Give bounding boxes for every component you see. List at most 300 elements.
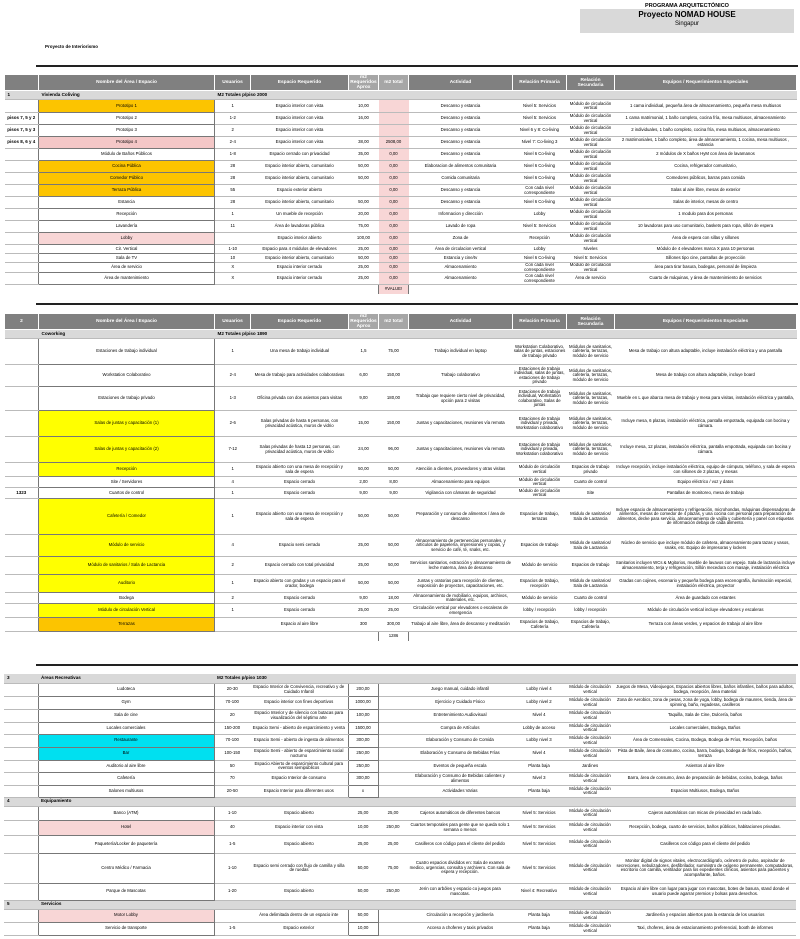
cell-nombre: Área de mantenimiento xyxy=(39,273,215,285)
col-espacio: Espacio Requerido xyxy=(251,75,349,91)
cell-equipos: Incluye mesa, 12 plazas, instalación eléctrica, pantalla empotrada, equipada con bocina y cámara. xyxy=(615,437,797,463)
cell-espacio: Espacio interior con fines deportivos xyxy=(250,696,348,709)
cell-rel-secundaria: Módulo de sanitarios/ Sala de Lactancia xyxy=(567,575,615,593)
cell-espacio: Espacio cerrado xyxy=(251,593,349,604)
cell-actividad: Almacenamiento de pertenencias personales, y artículos de papelería, impresiones y copias, y servicio de café, té, snaks, etc. xyxy=(409,535,513,557)
cell-actividad: Circulación vertical por elevadores o escaleras de emergencia xyxy=(409,604,513,618)
cell-rel-secundaria: Espacios de trabajo, Cafetería xyxy=(567,618,615,632)
cell-rel-secundaria: Módulo de circulación vertical xyxy=(566,883,614,900)
cell-m2: 9,00 xyxy=(349,593,379,604)
col-m2: m2 Requeridos Aprox xyxy=(350,75,377,91)
cell-m2: 50,00 xyxy=(349,161,379,173)
cell-usuarios: 2 xyxy=(215,593,251,604)
section-header: Coworking M2 Totales p/piso 1890 xyxy=(5,330,797,339)
cell-nombre: Salones multiusos xyxy=(38,785,214,797)
cell-rel-secundaria: Módulo de circulación vertical xyxy=(566,696,614,709)
cell-espacio: Espacio Interior de consumo xyxy=(250,772,348,785)
cell-rel-secundaria: Módulo de circulación vertical xyxy=(567,137,615,149)
cell-equipos: Comedores públicos, barras para comida xyxy=(615,173,797,185)
col-rel-secundaria: Relación Secundaria xyxy=(567,75,615,91)
cell-nombre: Cafetería / Comedor xyxy=(39,499,215,535)
cell-nombre: Estaciones de trabajo privado xyxy=(39,387,215,411)
cell-espacio: Espacio cerrado con privacidad xyxy=(251,149,349,161)
cell-m2: 300,00 xyxy=(348,734,378,747)
cell-m2-total: 9,00 xyxy=(379,488,409,499)
cell-m2: 10,00 xyxy=(348,922,378,935)
table-row xyxy=(4,806,796,820)
cell-espacio: Espacio interior cerrado xyxy=(251,263,349,273)
cell-m2: 25,00 xyxy=(349,557,379,575)
cell-m2-total xyxy=(378,734,408,747)
cell-equipos: 1 modulo para dos personas xyxy=(615,209,797,221)
cell-m2-total: 75,00 xyxy=(379,339,409,365)
cell-m2: 250,00 xyxy=(348,747,378,760)
cell-nombre: Prototipo 3 xyxy=(39,125,215,137)
cell-rel-primaria: Estaciones de trabajo individual y privada, Workstation colaborativo xyxy=(513,411,567,437)
cell-rel-secundaria: Niveles xyxy=(567,245,615,254)
cell-usuarios: 1 xyxy=(215,575,251,593)
cell-rel-secundaria: Módulo de circulación vertical xyxy=(566,835,614,853)
cell-rel-primaria: Nivel 4 xyxy=(512,709,566,722)
cell-usuarios: 70-100 xyxy=(214,696,250,709)
cell-rel-secundaria: Site xyxy=(567,488,615,499)
cell-rel-secundaria: Módulo de circulación vertical xyxy=(567,100,615,113)
cell-m2: 10,00 xyxy=(348,820,378,835)
cell-rel-primaria: lobby / recepción xyxy=(513,604,567,618)
cell-m2: 25,00 xyxy=(349,245,379,254)
cell-rel-secundaria: Módulo de circulación vertical xyxy=(567,221,615,233)
cell-m2: 50,00 xyxy=(348,883,378,900)
cell-usuarios: 1-3 xyxy=(215,387,251,411)
cell-espacio: Espacio interior abierto, comunitario xyxy=(251,197,349,209)
section-header: 3 Áreas Recreativas M2 Totales p/piso 1030 xyxy=(4,674,796,683)
cell-rel-secundaria: Área de servicio xyxy=(567,273,615,285)
cell-actividad: Juntas y capacitaciones, reuniones vía remota xyxy=(409,437,513,463)
cell-m2-total: 50,00 xyxy=(379,463,409,477)
cell-equipos: Equipo eléctrico / voz y datos xyxy=(615,477,797,488)
cell-rel-primaria: Lobby de acceso xyxy=(512,722,566,734)
cell-espacio: Espacio interior cerrado xyxy=(251,273,349,285)
cell-espacio: Espacio interior abierto, comunitario xyxy=(251,161,349,173)
cell-actividad: Jerin con arbóles y espacio co juegos para mascotas. xyxy=(408,883,512,900)
cell-equipos: Sillones tipo cine, pantallas de proyección xyxy=(615,254,797,263)
cell-m2-total xyxy=(378,683,408,696)
cell-m2: x xyxy=(348,785,378,797)
side-label: pisos 8, 6 y 4 xyxy=(5,137,39,149)
cell-nombre: Recepción xyxy=(39,463,215,477)
cell-nombre: Estancia xyxy=(39,197,215,209)
side-label: 1323 xyxy=(5,488,39,499)
cell-nombre: Prototipo 4 xyxy=(39,137,215,149)
cell-m2: 50,00 xyxy=(348,909,378,922)
cell-rel-primaria: Nivel 6 Co-living xyxy=(513,197,567,209)
cell-equipos: Recepción, bodega, cuarto de servicios, baños públicos, habitaciones privadas. xyxy=(614,820,796,835)
cell-rel-primaria: Lobby nivel 2 xyxy=(512,696,566,709)
cell-m2: 300 xyxy=(349,618,379,632)
cell-m2: 50,00 xyxy=(349,173,379,185)
cell-actividad: Informacion y dirección xyxy=(409,209,513,221)
cell-equipos: Cocina, refrigerador comunitario, xyxy=(615,161,797,173)
cell-rel-primaria: Nivel 4: Recreativo xyxy=(512,883,566,900)
cell-rel-secundaria: Módulos de sanitarios, cafetería, terrazas, módulo de servicio xyxy=(567,387,615,411)
cell-equipos: Incluye espacio de almacenamiento y refrigeración, microhondas, máquinas dispensadoras de alimentos, mesas de comedor de 4 plazas, y una cocina con personal para preparación de alimentos, decke para servicio, almacenamiento de vajilla y cubiertería y panel con etiquetas de información debajo de cada alimento. xyxy=(615,499,797,535)
table-row xyxy=(4,883,796,900)
divider xyxy=(36,303,798,305)
cell-actividad: Descanso y estancia xyxy=(409,100,513,113)
cell-rel-secundaria: Espacios de trabajo privado xyxy=(567,463,615,477)
cell-m2-total xyxy=(378,922,408,935)
cell-nombre: Cir. Vertical xyxy=(39,245,215,254)
cell-nombre: Sala de cine xyxy=(38,709,214,722)
section-table-coworking xyxy=(4,313,797,641)
cell-nombre: Lobby xyxy=(39,233,215,245)
cell-nombre: Prototipo 2 xyxy=(39,113,215,125)
cell-usuarios: 1 xyxy=(215,339,251,365)
cell-equipos: Terraza con áreas verdes, y espacios de trabajo al aire libre xyxy=(615,618,797,632)
cell-rel-secundaria: Módulo de circulación vertical xyxy=(567,185,615,197)
cell-equipos: Jardinería y espacios abiertos para la estancia de los usuarios xyxy=(614,909,796,922)
cell-nombre: Paquetería/Locker de paquetería xyxy=(38,835,214,853)
cell-espacio: Espacio abierto con una mesa de recepción y sala de espera xyxy=(251,463,349,477)
table-row xyxy=(4,683,796,696)
cell-usuarios: 20-30 xyxy=(214,683,250,696)
cell-actividad: Almacenamiento xyxy=(409,263,513,273)
cell-usuarios xyxy=(215,233,251,245)
cell-m2: 25,00 xyxy=(349,604,379,618)
cell-m2-total: 25,00 xyxy=(378,806,408,820)
cell-espacio: Mesa de trabajo para actividades colaborativas xyxy=(251,365,349,387)
cell-espacio: Una mesa de trabajo individual xyxy=(251,339,349,365)
cell-usuarios: 1-10 xyxy=(214,853,250,883)
cell-rel-secundaria: Módulo de circulación vertical xyxy=(566,747,614,760)
table-row xyxy=(5,499,797,535)
cell-m2-total: 300,00 xyxy=(379,618,409,632)
cell-m2: 250,00 xyxy=(348,760,378,772)
cell-equipos: Taxi, choferes, área de estacionamiento preferencial, booth de informes xyxy=(614,922,796,935)
cell-m2: 9,00 xyxy=(349,488,379,499)
divider xyxy=(36,664,798,666)
cell-m2: 50,00 xyxy=(348,853,378,883)
cell-rel-primaria: Módulo de servicio xyxy=(513,557,567,575)
cell-m2: 25,00 xyxy=(348,835,378,853)
table-row xyxy=(5,137,797,149)
cell-nombre: Estaciones de trabajo individual xyxy=(39,339,215,365)
section-header: 4 Equipamiento xyxy=(4,797,796,806)
cell-usuarios: 11 xyxy=(215,221,251,233)
cell-m2-total: 50,00 xyxy=(379,575,409,593)
interior-project-label: Proyecto de Interiorismo xyxy=(45,44,99,49)
cell-rel-primaria: Nivel 7: Co-living 3 xyxy=(513,137,567,149)
cell-rel-secundaria: lobby / recepción xyxy=(567,604,615,618)
cell-espacio: Espacio interior abierto, comunitario xyxy=(251,173,349,185)
cell-actividad: Preparación y consumo de alimentos / área de descanso xyxy=(409,499,513,535)
cell-nombre: Área de servicio xyxy=(39,263,215,273)
cell-nombre: Prototipo 1 xyxy=(39,100,215,113)
cell-m2-total: 2508,00 xyxy=(379,137,409,149)
cell-usuarios: 2-4 xyxy=(215,137,251,149)
cell-nombre: Terrazas xyxy=(39,618,215,632)
table-row xyxy=(5,113,797,125)
cell-rel-primaria: Nivel 5: Servicios xyxy=(512,853,566,883)
cell-rel-primaria: Módulo de circulación vertical xyxy=(513,463,567,477)
section-table-vivienda xyxy=(4,74,797,294)
cell-usuarios: 4 xyxy=(215,535,251,557)
cell-equipos: Pantallas de monitoreo, mesa de trabajo xyxy=(615,488,797,499)
cell-actividad: Ejercicio y Cuidado Físico xyxy=(408,696,512,709)
cell-usuarios: X xyxy=(215,273,251,285)
cell-rel-primaria: Estaciones de trabajo individual y privada, Workstation colaborativo xyxy=(513,437,567,463)
cell-m2-total xyxy=(378,696,408,709)
cell-actividad: Atención a clientes, proveedores y otras visitas xyxy=(409,463,513,477)
table-row xyxy=(4,772,796,785)
cell-actividad: Eventos de pequeña escala xyxy=(408,760,512,772)
cell-rel-secundaria: Módulo de circulación vertical xyxy=(566,909,614,922)
cell-m2: 1500,00 xyxy=(348,722,378,734)
cell-actividad: Elaboración y Consumo de Bebidas Frías xyxy=(408,747,512,760)
col-rel-primaria: Relación Primaria xyxy=(513,75,567,91)
cell-rel-secundaria: Módulo de sanitarios/ Sala de Lactancia xyxy=(567,499,615,535)
cell-m2 xyxy=(349,185,379,197)
cell-m2: 50,00 xyxy=(349,197,379,209)
table-row xyxy=(5,477,797,488)
cell-espacio: Espacio cerrado xyxy=(251,488,349,499)
cell-equipos: Espacio al aire libre con lugar para jugar con mascotas, botes de basura, stand donde el usuario puede agarrar premios y bolsas para desechos. xyxy=(614,883,796,900)
cell-usuarios: 1 xyxy=(215,463,251,477)
cell-nombre: Motor Lobby xyxy=(38,909,214,922)
cell-rel-primaria: Espacios de trabajo, recepción xyxy=(513,575,567,593)
table-row xyxy=(5,161,797,173)
table-row xyxy=(5,221,797,233)
cell-rel-primaria: Lobby nivel 4 xyxy=(512,683,566,696)
cell-usuarios: 20-50 xyxy=(214,785,250,797)
cell-rel-primaria: Lobby xyxy=(513,245,567,254)
cell-espacio: Espacio semi cerrado xyxy=(251,535,349,557)
cell-nombre: Recepción xyxy=(39,209,215,221)
cell-usuarios: 7-12 xyxy=(215,437,251,463)
cell-espacio: Espacio cerrado xyxy=(251,477,349,488)
cell-espacio: Salas privadas de hasta 12 personas, con privacidad acústica, muros de vidrio xyxy=(251,437,349,463)
cell-usuarios: 28 xyxy=(215,197,251,209)
col-equipos: Equipos / Requerimientos Especiales xyxy=(615,75,797,91)
col-actividad: Actividad xyxy=(409,75,513,91)
cell-rel-primaria: Espacios de trabajo, terrazas xyxy=(513,499,567,535)
cell-espacio: Espacio abierto con gradas y un espacio para el orador, bodega xyxy=(251,575,349,593)
cell-espacio: Espacio Semi - abierto de esparcimiento y venta xyxy=(250,722,348,734)
table-row xyxy=(5,273,797,285)
cell-m2: 16,00 xyxy=(349,113,379,125)
table-row xyxy=(5,463,797,477)
cell-espacio: Salas privadas de hasta 6 personas, con privacidad acústica, muros de vidrio xyxy=(251,411,349,437)
cell-nombre: Lavandería xyxy=(39,221,215,233)
cell-espacio: Espacio al aire libre xyxy=(251,618,349,632)
cell-equipos: Pista de Baile, área de consumo, cocina, barra, bodega, bodega de fríos, recepción, baños, terraza xyxy=(614,747,796,760)
cell-rel-primaria: Recepción xyxy=(513,233,567,245)
cell-m2-total xyxy=(378,772,408,785)
table-row xyxy=(5,575,797,593)
cell-rel-primaria: Con cada nivel correspondiente xyxy=(513,263,567,273)
cell-espacio: Espacio interior abierto xyxy=(251,233,349,245)
cell-nombre: Terraza Pública xyxy=(39,185,215,197)
table-row xyxy=(5,339,797,365)
table-row xyxy=(5,100,797,113)
cell-usuarios: 1-5 xyxy=(214,922,250,935)
cell-m2: 25,00 xyxy=(349,263,379,273)
cell-rel-primaria: Nivel 6 Co-living xyxy=(513,254,567,263)
cell-equipos: Barra, área de consumo, área de preparación de bebidas, cocina, bodega, baños xyxy=(614,772,796,785)
total-row xyxy=(5,632,797,641)
cell-espacio: Espacio cerrado xyxy=(251,604,349,618)
program-label: PROGRAMA ARQUITECTÓNICO xyxy=(645,3,729,9)
cell-rel-primaria: Con cada nivel correspondiente xyxy=(513,185,567,197)
cell-nombre: Comedor Público xyxy=(39,173,215,185)
cell-rel-primaria: Con cada nivel correspondiente xyxy=(513,273,567,285)
cell-m2-total xyxy=(378,785,408,797)
cell-nombre: Servicio de transporte xyxy=(38,922,214,935)
cell-equipos: 2 matrimoniales, 1 baño completo, área de almacenamiento, 1 cocina, mesa multiusos , estancia xyxy=(615,137,797,149)
cell-nombre: Cuartos de control xyxy=(39,488,215,499)
cell-nombre: Bar xyxy=(38,747,214,760)
cell-rel-primaria: Módulo de circulación vertical xyxy=(513,477,567,488)
cell-rel-secundaria: Módulo de circulación vertical xyxy=(567,209,615,221)
cell-espacio: Espacio cerrado con total privacidad xyxy=(251,557,349,575)
cell-nombre: Gym xyxy=(38,696,214,709)
cell-rel-secundaria: Módulo de circulación vertical xyxy=(566,734,614,747)
cell-usuarios: 4 xyxy=(215,477,251,488)
cell-usuarios: 28 xyxy=(215,173,251,185)
cell-m2-total: 0,00 xyxy=(379,254,409,263)
cell-m2: 6,00 xyxy=(349,365,379,387)
total-row xyxy=(5,285,797,294)
cell-m2-total: 0,00 xyxy=(379,263,409,273)
cell-espacio: Espacio Semi - abierto de esparcimiento social nocturno xyxy=(250,747,348,760)
table-row xyxy=(4,696,796,709)
table-row xyxy=(4,835,796,853)
cell-rel-secundaria: Módulo de circulación vertical xyxy=(567,125,615,137)
cell-m2-total: 8,00 xyxy=(379,477,409,488)
cell-equipos: Salas de interior, mesas de centro xyxy=(615,197,797,209)
cell-nombre: Auditorio al aire libre xyxy=(38,760,214,772)
cell-rel-primaria: Módulo de servicio xyxy=(513,593,567,604)
table-row xyxy=(4,709,796,722)
col-usuarios: Usuarios xyxy=(215,75,251,91)
table-row xyxy=(5,604,797,618)
cell-rel-secundaria: Módulo de circulación vertical xyxy=(566,853,614,883)
col-nombre: Nombre del Área / Espacio xyxy=(39,75,215,91)
cell-m2-total xyxy=(378,909,408,922)
cell-actividad: Estancia y cine/tv xyxy=(409,254,513,263)
section-table-recreativas xyxy=(4,674,796,936)
cell-espacio: Espacio abierto con una mesa de recepción y sala de espera xyxy=(251,499,349,535)
cell-usuarios: 50 xyxy=(214,760,250,772)
cell-rel-secundaria: Módulo de circulación vertical xyxy=(567,233,615,245)
cell-usuarios: 1 xyxy=(215,499,251,535)
table-row xyxy=(5,365,797,387)
cell-nombre: Salas de juntas y capacitación (2) xyxy=(39,437,215,463)
cell-actividad: Casilleros con código para el cliente del pedido xyxy=(408,835,512,853)
cell-equipos: 10 lavadoras para uso comunitario, baskets para ropa, sillón de espera xyxy=(615,221,797,233)
cell-actividad: Área de circulacion vertical xyxy=(409,245,513,254)
table-row xyxy=(5,254,797,263)
cell-m2: 300,00 xyxy=(348,772,378,785)
cell-actividad: Cuartos temporales para gente que se queda solo 1 semana o menos xyxy=(408,820,512,835)
cell-espacio: Espacio semi cerrado con flujo de camilla y silla de ruedas xyxy=(250,853,348,883)
cell-espacio: Espacio interior con vista xyxy=(251,137,349,149)
cell-rel-secundaria: Nivel 5: Servicios xyxy=(567,254,615,263)
side-label: pisos 7, 5 y 3 xyxy=(5,125,39,137)
cell-m2: 1,5 xyxy=(349,339,379,365)
cell-espacio: Espacio abierto xyxy=(250,835,348,853)
cell-espacio: Espacio Semi - abierto de ingesta de alimentos xyxy=(250,734,348,747)
cell-m2: 100,00 xyxy=(348,709,378,722)
cell-actividad: Acceso a choferes y taxis privados xyxy=(408,922,512,935)
cell-m2-total: 0,00 xyxy=(379,161,409,173)
cell-rel-primaria: Nivel 5: Servicios xyxy=(512,820,566,835)
cell-rel-primaria: Módulo de circulación vertical xyxy=(513,488,567,499)
table-row xyxy=(5,197,797,209)
cell-rel-secundaria: Módulo de circulación vertical xyxy=(567,197,615,209)
table-row xyxy=(5,535,797,557)
cell-equipos: 2 individuales, 1 baño completo, cocina fría, mesa multiusos, almacenamiento xyxy=(615,125,797,137)
cell-actividad: Elaboración y Consumo de Bebidas calientes y alimentos xyxy=(408,772,512,785)
cell-actividad: Descanso y estancia xyxy=(409,113,513,125)
table-header xyxy=(5,75,797,91)
cell-m2: 2,00 xyxy=(349,477,379,488)
cell-usuarios: 10 xyxy=(215,254,251,263)
cell-rel-secundaria: Módulos de sanitarios, cafetería, terrazas, módulo de servicio xyxy=(567,365,615,387)
table-row xyxy=(4,722,796,734)
cell-m2: 20,00 xyxy=(349,209,379,221)
cell-equipos: Locales comerciales, Bodega, Baños xyxy=(614,722,796,734)
cell-m2-total xyxy=(378,709,408,722)
cell-m2: 1000,00 xyxy=(348,696,378,709)
cell-actividad: Cuatro espacios divididos en: Sala de examen medico, urgencias, consulta y archivero. Con sala de espera y recepción. xyxy=(408,853,512,883)
cell-equipos: Mesa de trabajo con altura adaptable, incluye board xyxy=(615,365,797,387)
cell-nombre: Auditorio xyxy=(39,575,215,593)
cell-nombre: Workstation Colaborativo xyxy=(39,365,215,387)
cell-m2-total: 150,00 xyxy=(379,411,409,437)
cell-nombre: Ludoteca xyxy=(38,683,214,696)
cell-actividad: Servicios sanitarios, extracción y almacenamiento de leche materna, área de descanso xyxy=(409,557,513,575)
cell-usuarios: 1-20 xyxy=(214,883,250,900)
table-row xyxy=(5,411,797,437)
cell-actividad: Lavado de ropa xyxy=(409,221,513,233)
table-row xyxy=(5,593,797,604)
cell-espacio: Espacio interior con vista xyxy=(251,113,349,125)
cell-m2: 35,00 xyxy=(349,149,379,161)
cell-espacio: Espacio Abierto de esparcimiento cultural para eventos semipúblicos xyxy=(250,760,348,772)
cell-usuarios: 1-2 xyxy=(215,113,251,125)
cell-m2-total xyxy=(378,722,408,734)
side-label: pisos 7, 5 y 2 xyxy=(5,113,39,125)
cell-rel-secundaria: Cuarto de control xyxy=(567,477,615,488)
cell-m2-total: 0,00 xyxy=(379,185,409,197)
cell-m2-total: 50,00 xyxy=(379,535,409,557)
cell-actividad: Entretenimiento Audiovisual xyxy=(408,709,512,722)
cell-rel-secundaria: Módulo de circulación vertical xyxy=(567,173,615,185)
cell-actividad: Compra de Artículos xyxy=(408,722,512,734)
cell-usuarios: 55 xyxy=(215,185,251,197)
cell-usuarios: 70 xyxy=(214,772,250,785)
cell-espacio: Espacio interior con vista xyxy=(251,100,349,113)
cell-m2-total: 0,00 xyxy=(379,197,409,209)
cell-actividad: Trabajo colaborativo xyxy=(409,365,513,387)
cell-rel-primaria: Nivel 5: Servicios xyxy=(512,835,566,853)
cell-nombre: Cafetería xyxy=(38,772,214,785)
divider xyxy=(36,65,798,67)
cell-m2-total: 150,00 xyxy=(379,365,409,387)
cell-usuarios: 1 xyxy=(215,604,251,618)
cell-actividad: Elaboración y Consumo de Comida xyxy=(408,734,512,747)
